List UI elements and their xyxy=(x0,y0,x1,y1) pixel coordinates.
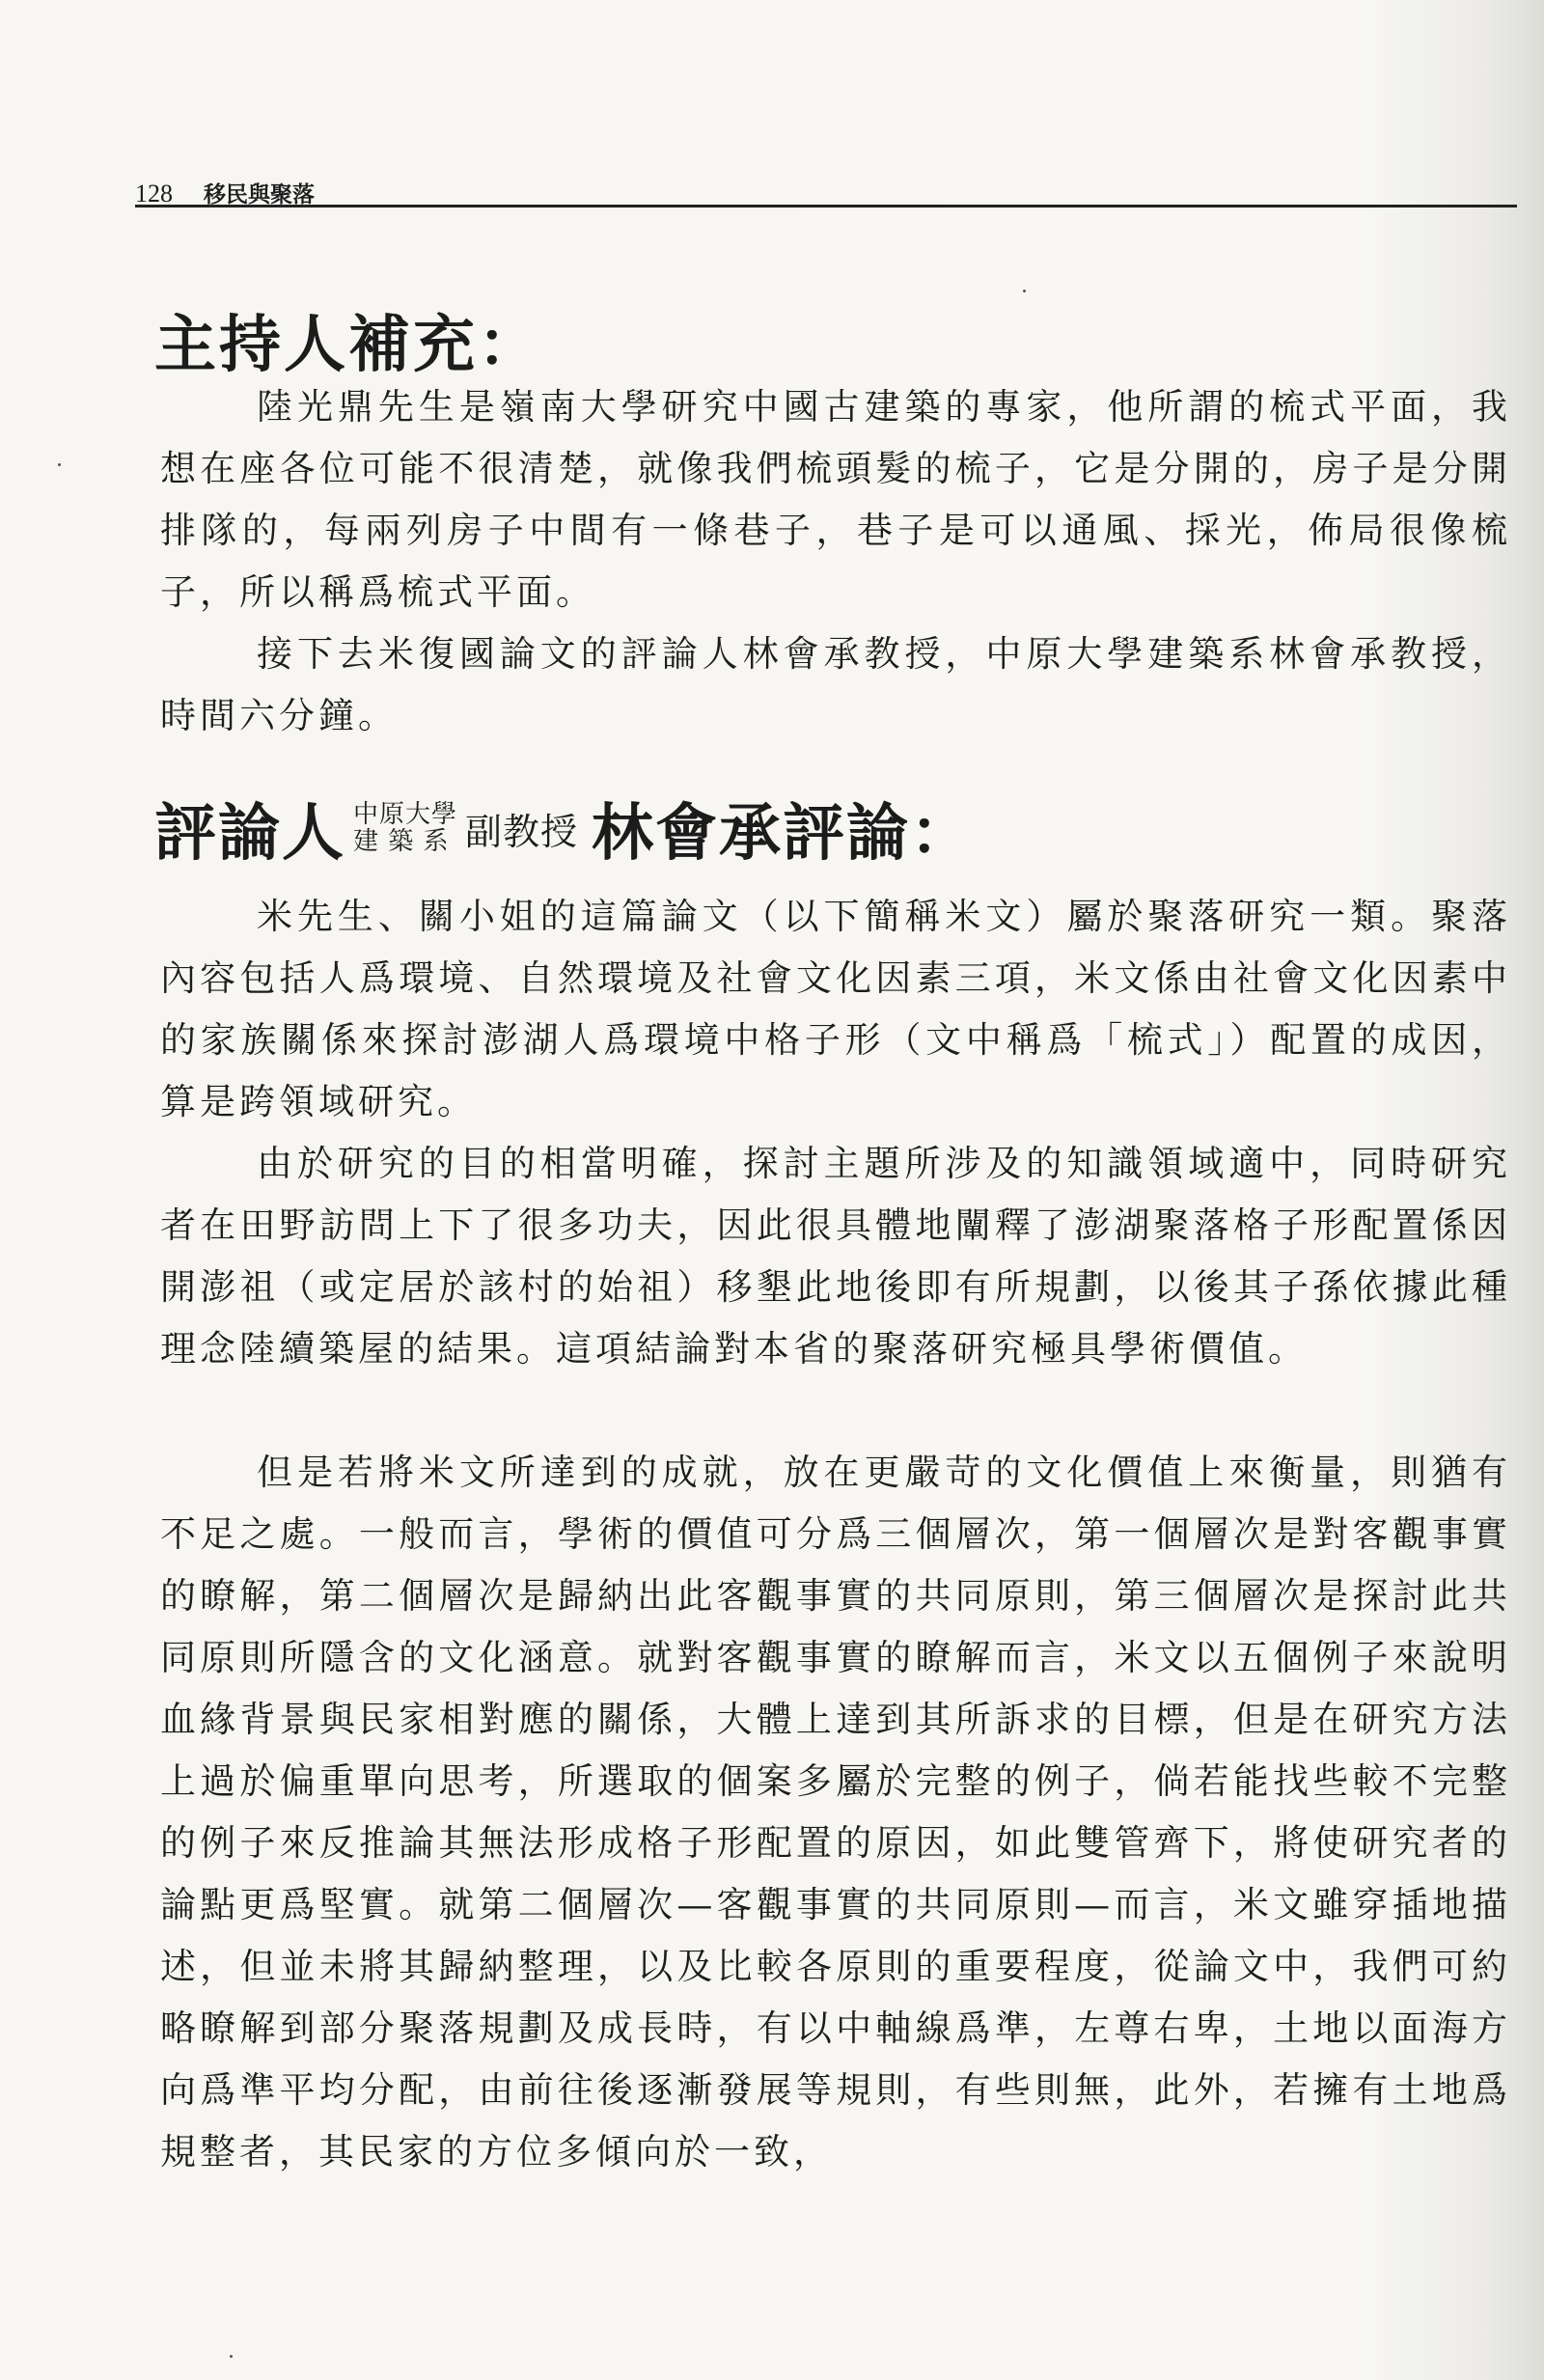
heading-prefix: 評論人 xyxy=(154,798,345,870)
scan-speck xyxy=(1023,290,1026,292)
scan-speck xyxy=(230,2355,233,2358)
heading-name: 林會承評論： xyxy=(592,798,975,870)
section-heading-host: 主持人補充： xyxy=(154,310,542,381)
role-title: 副教授 xyxy=(465,810,579,853)
affiliation xyxy=(353,801,457,855)
paragraph: 由於研究的目的相當明確，探討主題所涉及的知識領域適中，同時研究者在田野訪問上下了很多功夫，因此很具體地闡釋了澎湖聚落格子形配置係因開澎祖（或定居於該村的始祖）移墾此地後即有所規劃，以後其子孫依據此種理念陸續築屋的結果。這項結論對本省的聚落研究極具學術價值。 xyxy=(160,1143,1511,1370)
paragraph: 米先生、關小姐的這篇論文（以下簡稱米文）屬於聚落研究一類。聚落內容包括人爲環境、自然環境及社會文化因素三項，米文係由社會文化因素中的家族關係來探討澎湖人爲環境中格子形（文中稱爲「梳式」）配置的成因，算是跨領域研究。 xyxy=(160,896,1511,1122)
running-title: 移民與聚落 xyxy=(204,182,315,208)
paragraph: 陸光鼎先生是嶺南大學研究中國古建築的專家，他所謂的梳式平面，我想在座各位可能不很清楚，就像我們梳頭髮的梳子，它是分開的，房子是分開排隊的，每兩列房子中間有一條巷子，巷子是可以通風、採光，佈局很像梳子，所以稱爲梳式平面。 xyxy=(160,386,1511,613)
page-number: 128 xyxy=(135,180,173,208)
affiliation-line-2: 建 築 系 xyxy=(353,827,450,856)
scan-speck xyxy=(58,463,61,466)
section-heading-commentator xyxy=(154,784,974,872)
paragraph: 接下去米復國論文的評論人林會承教授，中原大學建築系林會承教授，時間六分鐘。 xyxy=(160,633,1511,736)
header-rule xyxy=(135,205,1517,208)
page-header xyxy=(135,172,1517,208)
affiliation-line-1: 中原大學 xyxy=(353,800,458,829)
paragraph: 但是若將米文所達到的成就，放在更嚴苛的文化價值上來衡量，則猶有不足之處。一般而言，學術的價值可分爲三個層次，第一個層次是對客觀事實的瞭解，第二個層次是歸納出此客觀事實的共同原則，第三個層次是探討此共同原則所隱含的文化涵意。就對客觀事實的瞭解而言，米文以五個例子來說明血緣背景與民家相對應的關係，大體上達到其所訴求的目標，但是在研究方法上過於偏重單向思考，所選取的個案多屬於完整的例子，倘若能找些較不完整的例子來反推論其無法形成格子形配置的原因，如此雙管齊下，將使研究者的論點更爲堅實。就第二個層次—客觀事實的共同原則—而言，米文雖穿插地描述，但並未將其歸納整理，以及比較各原則的重要程度，從論文中，我們可約略瞭解到部分聚落規劃及成長時，有以中軸線爲準，左尊右卑，土地以面海方向爲準平均分配，由前往後逐漸發展等規則，有些則無，此外，若擁有土地爲規整者，其民家的方位多傾向於一致， xyxy=(160,1452,1511,2172)
